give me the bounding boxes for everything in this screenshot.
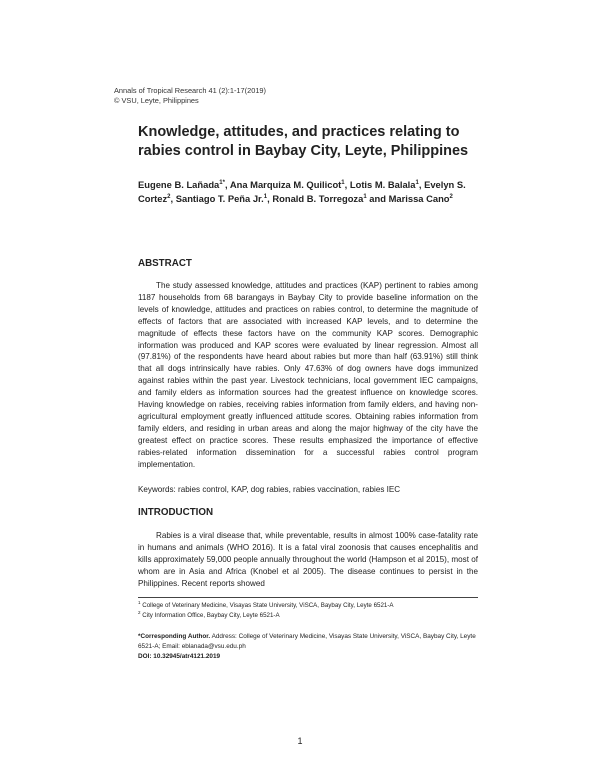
page-number: 1 <box>297 736 303 746</box>
author-list <box>138 178 478 205</box>
corresponding-author <box>138 632 478 661</box>
footnote-1 <box>138 601 478 611</box>
author-separator: , <box>224 179 230 190</box>
author-name: Lotis M. Balala <box>349 179 416 190</box>
author-separator: , <box>267 192 273 204</box>
author-affiliation-marker: 1* <box>219 180 225 186</box>
author-affiliation-marker: 1 <box>363 193 367 200</box>
abstract-text: The study assessed knowledge, attitudes and practices (KAP) pertinent to rabies among 1187 households from 68 barangays in Baybay City to provide baseline information on the levels of knowledge, attitudes and practices on rabies control, to determine the magnitude of effects of factors that are associated with increased KAP levels, and to determine the magnitude of effects these factors have on the community KAP scores. Demographic information was produced and KAP scores were evaluated by linear regression. Almost all (97.81%) of the respondents have heard about rabies but more than half (63.91%) still think that all dogs intrinsically have rabies. Only 47.63% of dog owners have dogs immunized against rabies within the past year. Livestock technicians, local government IEC campaigns, and family elders as information sources had the greatest influence on knowledge scores. Having knowledge on rabies, receiving rabies information from family elders, and having non-agricultural employment greatly influenced attitude scores. Obtaining rabies information from family elders, and residing in urban areas and along the major highway of the city have the greatest effect on practice scores. These results emphasized the importance of effective rabies-related information dissemination for a successful rabies control program implementation. <box>138 281 478 469</box>
corresponding-address: Address: College of Veterinary Medicine, Visayas State University, ViSCA, Baybay City, Leyte 6521-A; Email: eblanada@vsu.edu.ph <box>138 633 476 650</box>
author-name: Ana Marquiza M. Quilicot <box>229 179 342 190</box>
author-name: Evelyn S. Cortez <box>138 179 466 204</box>
author-separator: , <box>170 192 176 204</box>
author-affiliation-marker: 1 <box>263 193 268 200</box>
journal-citation: Annals of Tropical Research 41 (2):1-17(2019) <box>114 86 266 95</box>
footnote-2-marker: 2 <box>138 610 141 615</box>
author-name: Marissa Cano <box>388 192 450 204</box>
abstract-heading: ABSTRACT <box>138 258 192 269</box>
introduction-heading: INTRODUCTION <box>138 507 214 518</box>
footnote-1-text: College of Veterinary Medicine, Visayas State University, ViSCA, Baybay City, Leyte 6521-A <box>142 602 394 609</box>
author-name: Ronald B. Torregoza <box>272 192 364 204</box>
author-affiliation-marker: 1 <box>415 180 419 186</box>
author-affiliation-marker: 2 <box>449 193 453 200</box>
journal-header <box>114 86 266 106</box>
author-name: Eugene B. Lañada <box>138 179 220 190</box>
paper-title: Knowledge, attitudes, and practices relating to rabies control in Baybay City, Leyte, Philippines <box>138 124 469 159</box>
author-separator: , <box>418 179 425 190</box>
footnote-divider <box>138 597 478 598</box>
author-affiliation-marker: 2 <box>167 193 171 200</box>
keywords: Keywords: rabies control, KAP, dog rabies, rabies vaccination, rabies IEC <box>138 485 401 494</box>
author-name: Santiago T. Peña Jr. <box>175 192 264 204</box>
footnote-2 <box>138 611 478 621</box>
introduction-text: Rabies is a viral disease that, while preventable, results in almost 100% case-fatality rate in humans and animals (WHO 2016). It is a fatal viral zoonosis that causes encephalitis and kills approximately 59,000 people annually throughout the world (Hampson et al 2015), most of whom are in Asia and Africa (Knobel et al 2005). The disease continues to persist in the Philippines. Recent reports showed <box>138 531 478 588</box>
doi: DOI: 10.32945/atr4121.2019 <box>138 652 221 660</box>
author-affiliation-marker: 1 <box>341 180 345 186</box>
corresponding-label: *Corresponding Author. <box>138 633 211 640</box>
author-separator: and <box>366 192 389 204</box>
journal-copyright: © VSU, Leyte, Philippines <box>114 96 199 105</box>
footnote-2-text: City Information Office, Baybay City, Leyte 6521-A <box>142 612 280 619</box>
footnote-1-marker: 1 <box>138 600 141 605</box>
author-separator: , <box>344 179 350 190</box>
